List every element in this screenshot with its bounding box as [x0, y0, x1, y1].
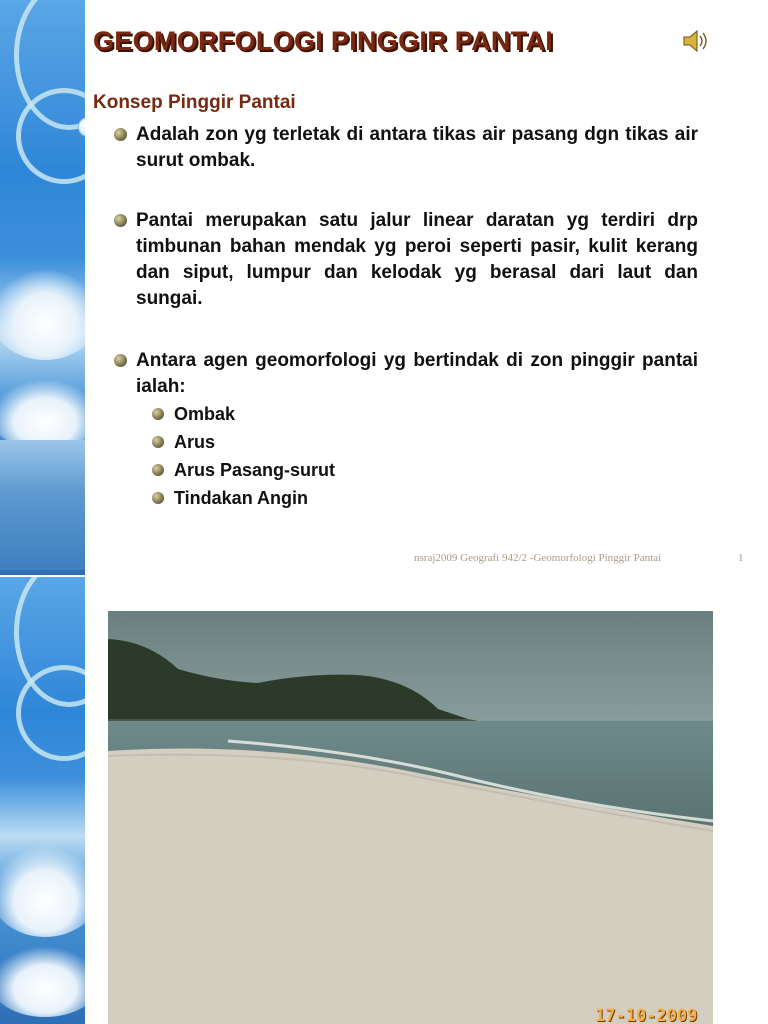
- bullet-item: [112, 348, 698, 400]
- slide-footer: nsraj2009 Geografi 942/2 -Geomorfologi Pinggir Pantai: [414, 552, 662, 564]
- bullet-text: Antara agen geomorfologi yg bertindak di zon pinggir pantai ialah:: [136, 350, 698, 397]
- sub-bullet-item: [152, 400, 698, 428]
- sub-bullet-text: Arus Pasang-surut: [174, 460, 336, 480]
- beach-photo: [108, 611, 713, 1024]
- bullet-list: [112, 122, 698, 512]
- sub-bullet-text: Arus: [174, 432, 216, 452]
- bullet-text: Adalah zon yg terletak di antara tikas air pasang dgn tikas air surut ombak.: [136, 124, 698, 171]
- photo-date-stamp: 17-10-2009: [595, 1006, 698, 1024]
- decorative-sidebar: [0, 577, 85, 1024]
- bullet-icon: [114, 214, 127, 227]
- sub-bullet-item: [152, 484, 698, 512]
- sub-bullet-item: [152, 428, 698, 456]
- bullet-icon: [152, 436, 164, 448]
- sub-bullet-text: Ombak: [174, 404, 236, 424]
- cloud-decoration: [0, 847, 85, 937]
- bullet-icon: [152, 408, 164, 420]
- cloud-decoration: [0, 947, 85, 1017]
- bullet-item: [112, 122, 698, 174]
- bullet-icon: [114, 354, 127, 367]
- slide-title: GEOMORFOLOGI PINGGIR PANTAI: [93, 26, 554, 56]
- bullet-icon: [152, 492, 164, 504]
- photo-shore: [108, 611, 713, 1024]
- sea-decoration: [0, 440, 85, 570]
- bullet-text: Pantai merupakan satu jalur linear daratan yg terdiri drp timbunan bahan mendak yg peroi seperti pasir, kulit kerang dan siput, lumpur dan kelodak yg berasal dari laut dan sungai.: [136, 210, 698, 309]
- sub-bullet-list: [152, 400, 698, 512]
- page-number: 1: [738, 552, 744, 564]
- bullet-icon: [114, 128, 127, 141]
- sub-bullet-item: [152, 456, 698, 484]
- bullet-icon: [152, 464, 164, 476]
- speaker-icon[interactable]: [682, 28, 710, 54]
- decorative-sidebar: [0, 0, 85, 575]
- cloud-decoration: [0, 270, 85, 360]
- bullet-item: [112, 208, 698, 312]
- sub-bullet-text: Tindakan Angin: [174, 488, 309, 508]
- slide-2: [0, 577, 768, 1024]
- section-heading: Konsep Pinggir Pantai: [93, 92, 296, 113]
